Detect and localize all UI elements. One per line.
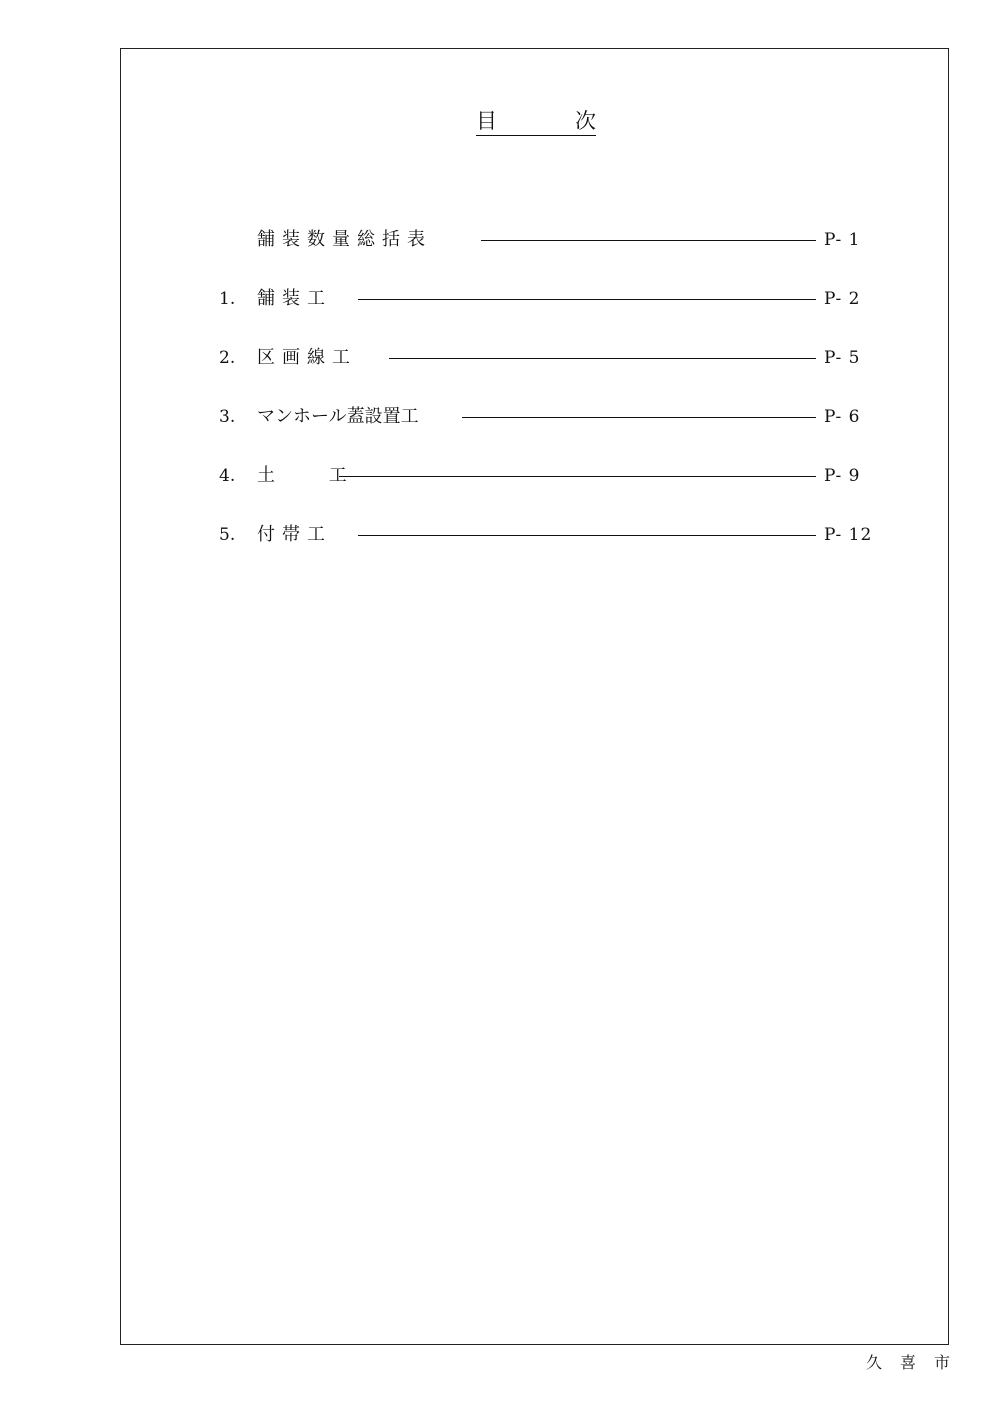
toc-entry-page: P- 2: [824, 289, 861, 309]
toc-entry-number: 5.: [219, 525, 236, 545]
title-char-left: 目: [476, 109, 497, 133]
toc-entry-label: 付帯工: [257, 524, 332, 545]
toc-entry-page: P- 5: [824, 348, 861, 368]
toc-entry-page: P- 1: [824, 230, 861, 250]
toc-entry-label: マンホール蓋設置工: [257, 406, 419, 427]
toc-entry-manhole-cover: [0, 404, 1000, 430]
toc-leader-line: [389, 358, 816, 359]
toc-entry-number: 2.: [219, 348, 236, 368]
title-char-right: 次: [575, 109, 596, 133]
toc-entry-label: 舗装数量総括表: [257, 229, 432, 250]
toc-entry-summary: [0, 227, 1000, 253]
toc-leader-line: [462, 417, 816, 418]
toc-entry-number: 4.: [219, 466, 236, 486]
toc-entry-lane-marking: [0, 345, 1000, 371]
toc-entry-ancillary: [0, 522, 1000, 548]
toc-entry-label: 土 工: [257, 465, 371, 486]
toc-entry-earthwork: [0, 463, 1000, 489]
toc-entry-page: P- 12: [824, 525, 873, 545]
toc-entry-number: 1.: [219, 289, 236, 309]
issuer-name: 久喜市: [866, 1353, 969, 1372]
toc-leader-line: [358, 299, 816, 300]
toc-entry-paving: [0, 286, 1000, 312]
toc-entry-page: P- 9: [824, 466, 861, 486]
page-title: [476, 108, 596, 136]
toc-entry-number: 3.: [219, 407, 236, 427]
toc-entry-page: P- 6: [824, 407, 861, 427]
toc-entry-label: 区画線工: [257, 347, 357, 368]
toc-leader-line: [481, 240, 816, 241]
toc-entry-label: 舗装工: [257, 288, 332, 309]
toc-leader-line: [339, 476, 816, 477]
toc-leader-line: [358, 535, 816, 536]
